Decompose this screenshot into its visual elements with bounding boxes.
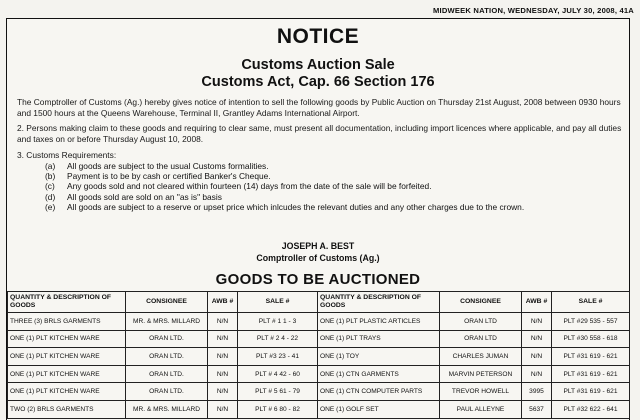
column-header: QUANTITY & DESCRIPTION OF GOODS xyxy=(8,292,126,313)
table-cell: PLT #30 558 - 618 xyxy=(552,330,630,348)
requirement-text: All goods sold are sold on an "as is" basis xyxy=(67,191,222,202)
table-cell: ONE (1) PLT KITCHEN WARE xyxy=(8,365,126,383)
table-cell: PAUL ALLEYNE xyxy=(440,400,522,418)
table-cell: CHARLES JUMAN xyxy=(440,348,522,366)
table-cell: PLT # 2 4 - 22 xyxy=(238,330,318,348)
table-cell: N/N xyxy=(208,383,238,401)
table-cell: ONE (1) PLT PLASTIC ARTICLES xyxy=(318,313,440,331)
requirement-label: (a) xyxy=(45,161,56,171)
table-cell: N/N xyxy=(522,365,552,383)
table-row xyxy=(8,330,630,348)
table-cell: MR. & MRS. MILLARD xyxy=(126,313,208,331)
sale-subtitle: Customs Act, Cap. 66 Section 176 xyxy=(201,74,435,90)
intro-paragraph: The Comptroller of Customs (Ag.) hereby gives notice of intention to sell the following goods by Public Auction on Thursday 21st August, 2008 between 0930 hours and 1500 hours at the Queens Warehouse, Terminal II, Grantley Adams International Airport. xyxy=(17,97,621,118)
claims-paragraph: 2. Persons making claim to these goods and requiring to clear same, must present all documentation, including import licences where applicable, and pay all duties and taxes on or before Thursday August 10, 2008. xyxy=(17,123,622,144)
column-header: QUANTITY & DESCRIPTION OF GOODS xyxy=(318,292,440,313)
table-cell: N/N xyxy=(522,313,552,331)
table-cell: 3995 xyxy=(522,383,552,401)
column-header: CONSIGNEE xyxy=(126,292,208,313)
table-cell: ORAN LTD xyxy=(440,313,522,331)
requirement-text: Payment is to be by cash or certified Banker's Cheque. xyxy=(67,171,271,182)
requirement-text: Any goods sold and not cleared within fourteen (14) days from the date of the sale will be forfeited. xyxy=(67,181,432,192)
table-cell: N/N xyxy=(522,348,552,366)
table-row xyxy=(8,313,630,331)
table-cell: PLT #32 622 - 641 xyxy=(552,400,630,418)
requirement-item xyxy=(45,192,625,202)
table-cell: ORAN LTD. xyxy=(126,365,208,383)
requirement-item xyxy=(45,161,625,171)
table-cell: N/N xyxy=(208,365,238,383)
notice-title: NOTICE xyxy=(276,25,360,48)
requirement-label: (b) xyxy=(45,171,56,182)
table-cell: TREVOR HOWELL xyxy=(440,383,522,401)
table-row xyxy=(8,383,630,401)
table-cell: PLT # 6 80 - 82 xyxy=(238,400,318,418)
requirements-heading: 3. Customs Requirements: xyxy=(17,150,117,160)
column-header: AWB # xyxy=(522,292,552,313)
newspaper-masthead: MIDWEEK NATION, WEDNESDAY, JULY 30, 2008, 41A xyxy=(432,6,634,15)
table-cell: N/N xyxy=(208,348,238,366)
table-row xyxy=(8,400,630,418)
column-header: SALE # xyxy=(238,292,318,313)
table-cell: PLT #3 23 - 41 xyxy=(238,348,318,366)
table-cell: ONE (1) PLT KITCHEN WARE xyxy=(8,383,126,401)
table-row xyxy=(8,348,630,366)
table-cell: N/N xyxy=(208,330,238,348)
table-cell: PLT # 1 1 - 3 xyxy=(238,313,318,331)
requirement-label: (d) xyxy=(45,191,56,202)
table-cell: ORAN LTD xyxy=(440,330,522,348)
table-cell: THREE (3) BRLS GARMENTS xyxy=(8,313,126,331)
table-cell: N/N xyxy=(208,313,238,331)
table-cell: PLT #31 619 - 621 xyxy=(552,383,630,401)
column-header: CONSIGNEE xyxy=(440,292,522,313)
table-cell: PLT # 4 42 - 60 xyxy=(238,365,318,383)
requirement-label: (e) xyxy=(45,201,56,212)
table-cell: ONE (1) CTN GARMENTS xyxy=(318,365,440,383)
requirement-item xyxy=(45,181,625,191)
table-cell: N/N xyxy=(522,330,552,348)
table-cell: TWO (2) BRLS GARMENTS xyxy=(8,400,126,418)
table-cell: ORAN LTD. xyxy=(126,348,208,366)
table-cell: PLT #31 619 - 621 xyxy=(552,365,630,383)
table-cell: ONE (1) PLT KITCHEN WARE xyxy=(8,330,126,348)
sale-title: Customs Auction Sale xyxy=(241,57,395,73)
goods-table xyxy=(7,291,630,419)
goods-table-header-row xyxy=(8,292,630,313)
table-cell: ONE (1) PLT TRAYS xyxy=(318,330,440,348)
table-cell: ONE (1) PLT KITCHEN WARE xyxy=(8,348,126,366)
table-row xyxy=(8,365,630,383)
table-cell: PLT #31 619 - 621 xyxy=(552,348,630,366)
table-cell: ONE (1) CTN COMPUTER PARTS xyxy=(318,383,440,401)
table-cell: 5637 xyxy=(522,400,552,418)
goods-heading: GOODS TO BE AUCTIONED xyxy=(215,271,421,288)
table-cell: PLT #29 535 - 557 xyxy=(552,313,630,331)
requirements-list xyxy=(45,161,625,212)
column-header: SALE # xyxy=(552,292,630,313)
column-header: AWB # xyxy=(208,292,238,313)
notice-frame xyxy=(6,18,630,420)
table-cell: ONE (1) TOY xyxy=(318,348,440,366)
table-cell: PLT # 5 61 - 79 xyxy=(238,383,318,401)
table-cell: MR. & MRS. MILLARD xyxy=(126,400,208,418)
signatory-title: Comptroller of Customs (Ag.) xyxy=(256,253,380,263)
table-cell: MARVIN PETERSON xyxy=(440,365,522,383)
signatory-name: JOSEPH A. BEST xyxy=(281,241,355,251)
table-cell: N/N xyxy=(208,400,238,418)
requirement-text: All goods are subject to a reserve or upset price which inlcudes the relevant duties and any other charges due to the crown. xyxy=(67,201,525,212)
table-cell: ORAN LTD. xyxy=(126,383,208,401)
requirement-item xyxy=(45,202,625,212)
table-cell: ORAN LTD. xyxy=(126,330,208,348)
table-cell: ONE (1) GOLF SET xyxy=(318,400,440,418)
requirement-label: (c) xyxy=(45,181,55,192)
requirement-item xyxy=(45,171,625,181)
requirement-text: All goods are subject to the usual Customs formalities. xyxy=(67,161,269,171)
